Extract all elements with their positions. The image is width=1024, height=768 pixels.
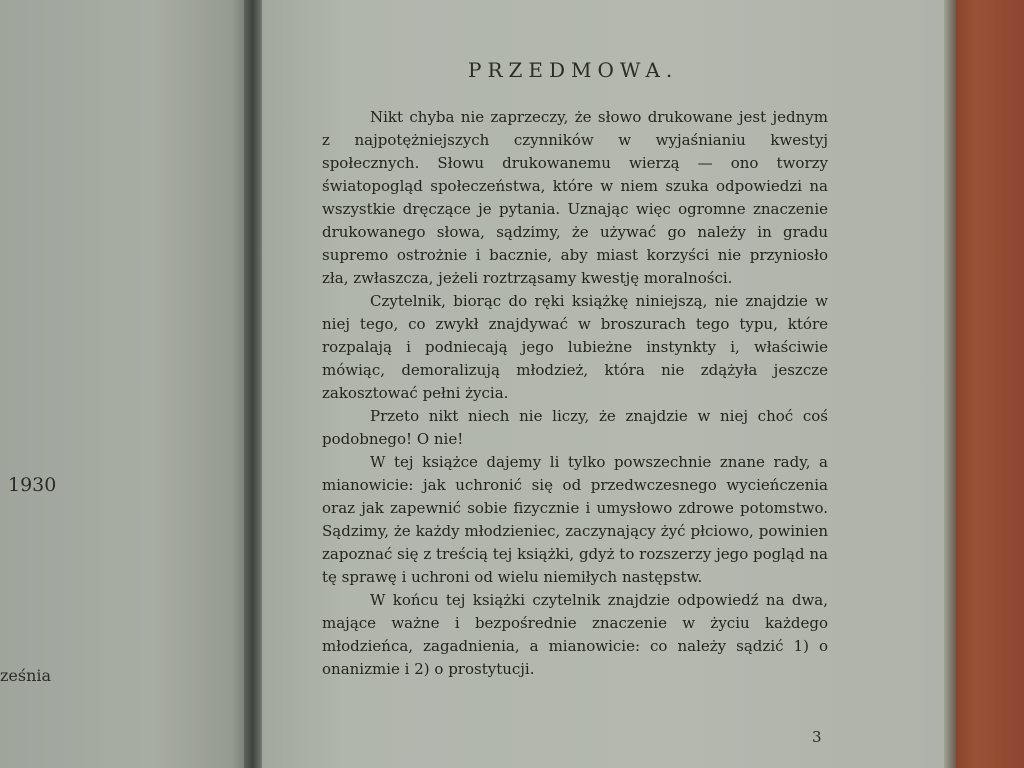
table-surface [944,0,1024,768]
left-page-fragment: ześnia [0,666,52,685]
preface-body [322,106,828,681]
paragraph-2: Czytelnik, biorąc do ręki książkę niniejszą, nie znajdzie w niej tego, co zwykł znajdywać w broszurach tego typu, które rozpalają i podniecają jego lubieżne instynkty i, właściwie mówiąc, demoralizują młodzież, która nie zdążyła jeszcze zakosztować pełni życia. [322,292,828,402]
page-edge-shadow [944,0,956,768]
page-heading: PRZEDMOWA. [468,58,679,82]
paragraph-4: W tej książce dajemy li tylko powszechnie znane rady, a mianowicie: jak uchronić się od przedwczesnego wycieńczenia oraz jak zapewnić sobie fizycznie i umysłowo zdrowe potomstwo. Sądzimy, że każdy młodzieniec, zaczynający żyć płciowo, powinien zapoznać się z treścią tej książki, gdyż to rozszerzy jego pogląd na tę sprawę i uchroni od wielu niemiłych następstw. [322,453,828,586]
paragraph-5: W końcu tej książki czytelnik znajdzie odpowiedź na dwa, mające ważne i bezpośrednie znaczenie w życiu każdego młodzieńca, zagadnienia, a mianowicie: co należy sądzić 1) o onanizmie i 2) o prostytucji. [322,591,828,678]
paragraph-3: Przeto nikt niech nie liczy, że znajdzie w niej choć coś podobnego! O nie! [322,407,828,448]
left-page-year: 1930 [8,474,57,496]
paragraph-1: Nikt chyba nie zaprzeczy, że słowo drukowane jest jednym z najpotężniejszych czynników w wyjaśnianiu kwestyj społecznych. Słowu drukowanemu wierzą — ono tworzy światopogląd społeczeństwa, które w niem szuka odpowiedzi na wszystkie dręczące je pytania. Uznając więc ogromne znaczenie drukowanego słowa, sądzimy, że używać go należy in gradu supremo ostrożnie i bacznie, aby miast korzyści nie przyniosło zła, zwłaszcza, jeżeli roztrząsamy kwestję moralności. [322,108,828,287]
page-number: 3 [812,728,822,746]
left-page [0,0,252,768]
